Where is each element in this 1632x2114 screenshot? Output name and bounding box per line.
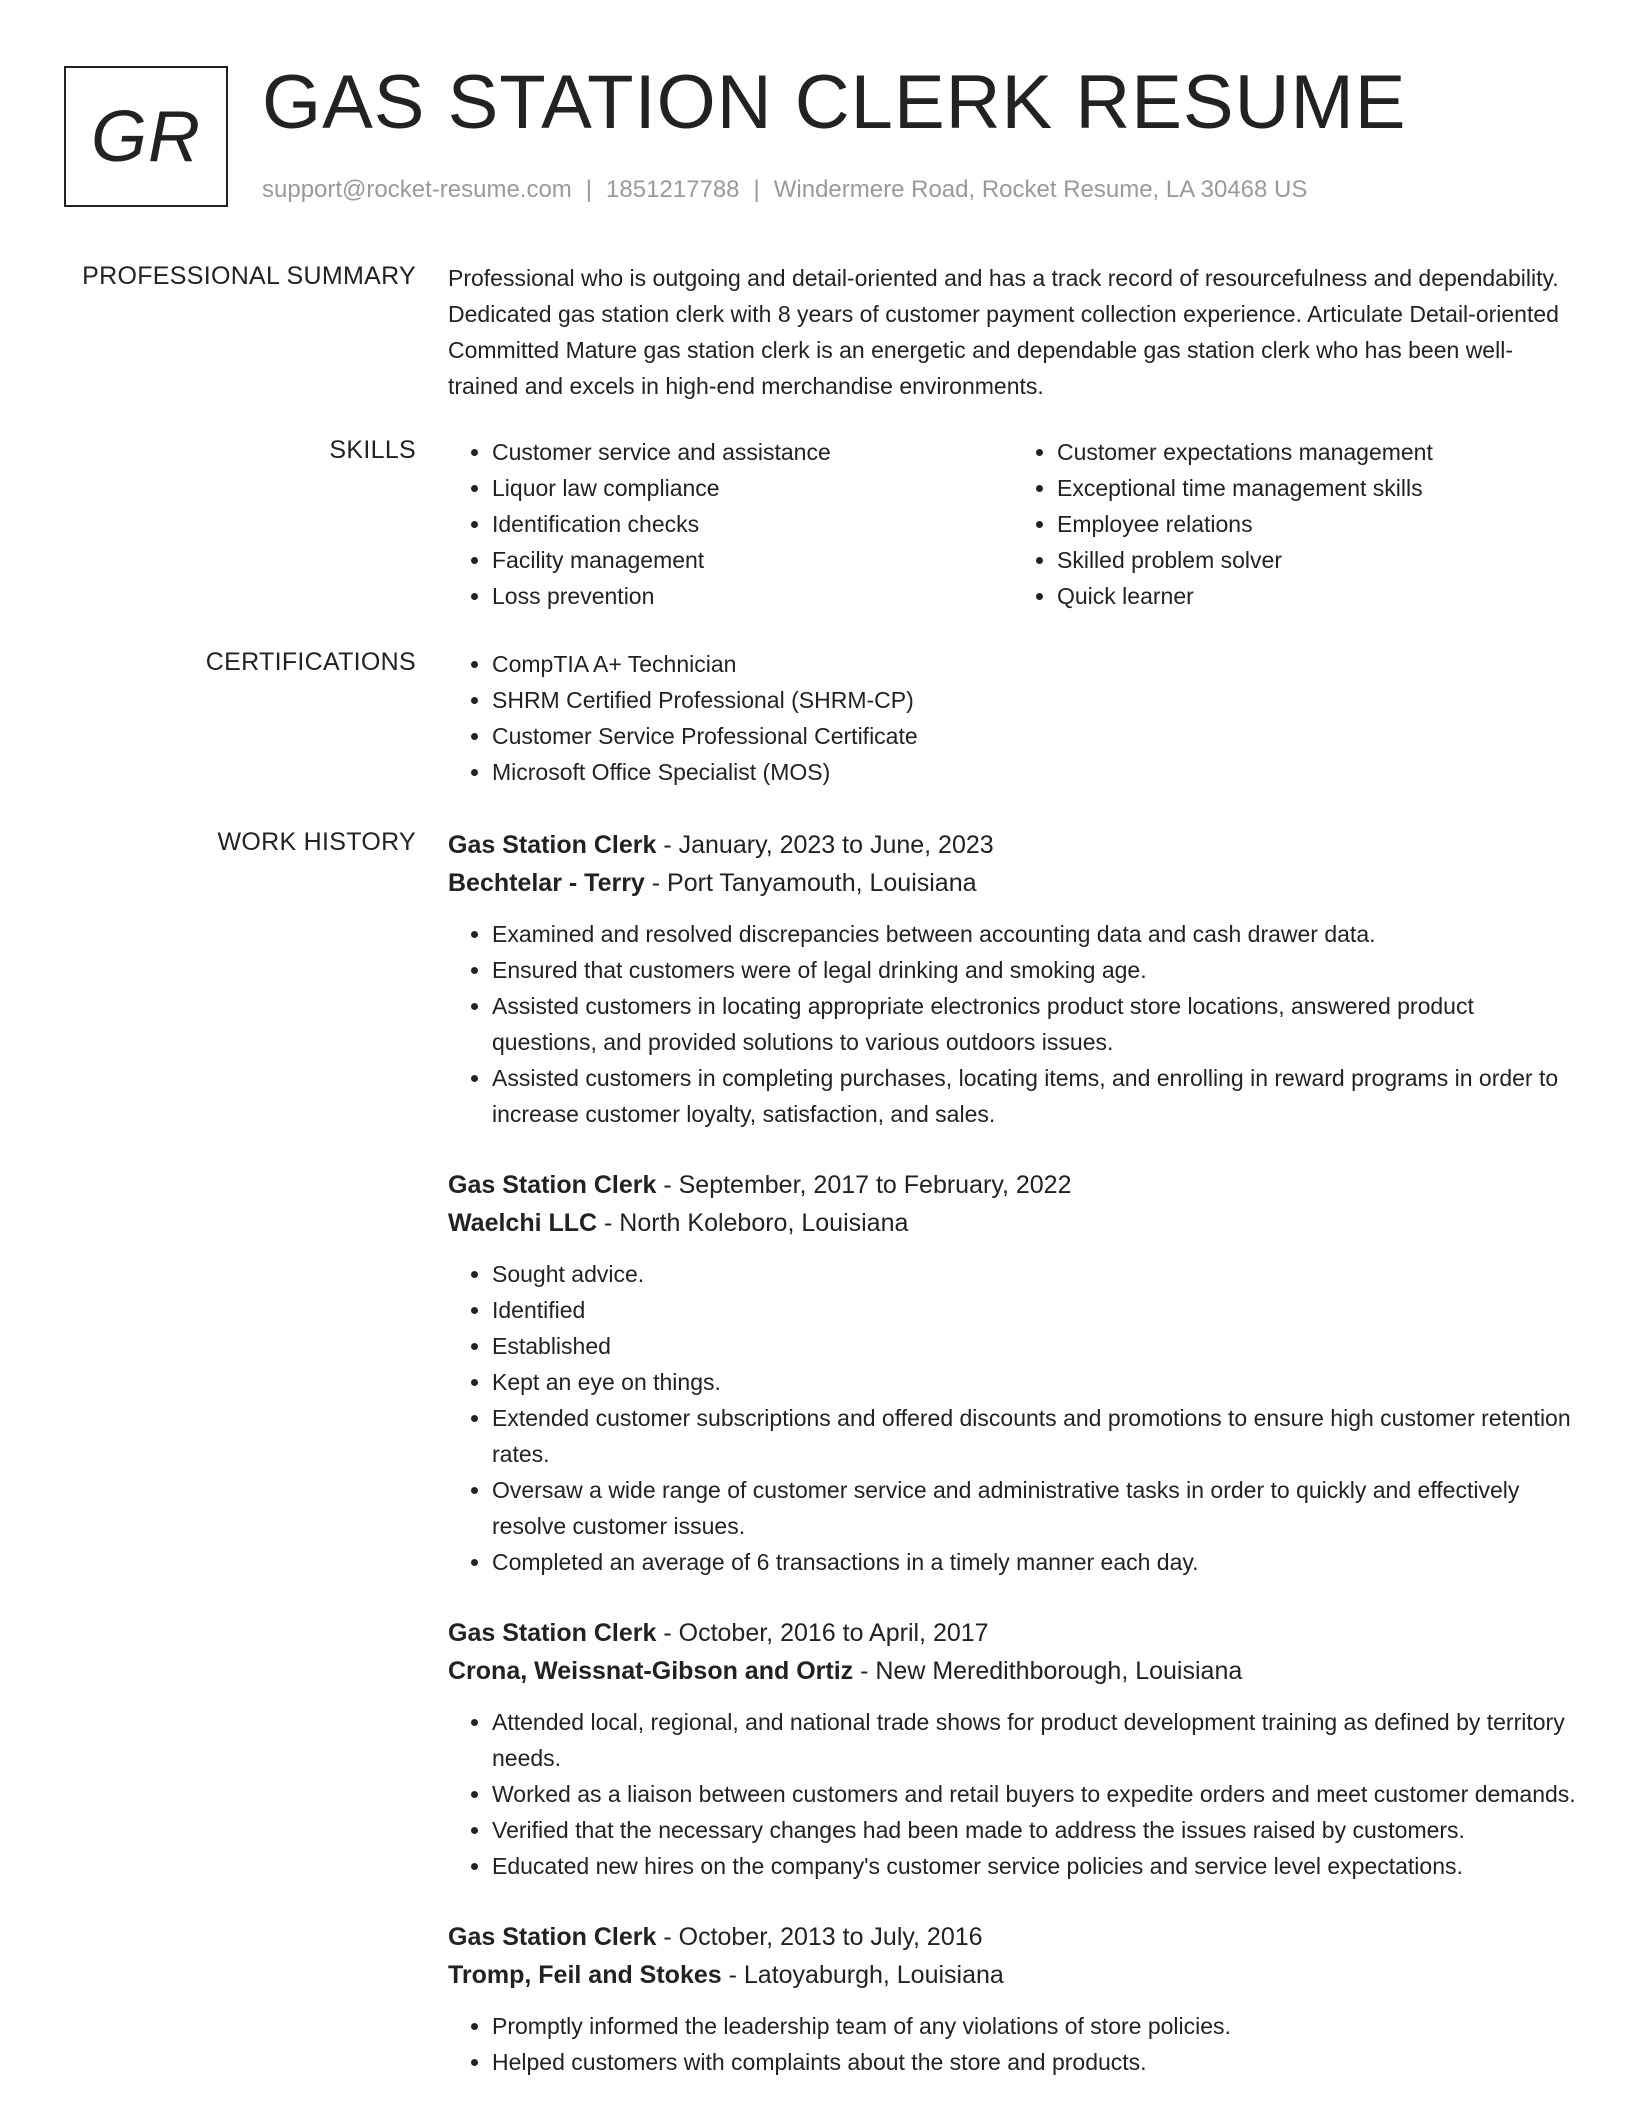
certification-item: • Customer Service Professional Certificate bbox=[492, 718, 1578, 754]
job-duty: • Oversaw a wide range of customer service and administrative tasks in order to quickly and effectively resolve customer issues. bbox=[492, 1472, 1578, 1544]
certifications-list bbox=[448, 646, 1578, 790]
job-duty: • Verified that the necessary changes had been made to address the issues raised by customers. bbox=[492, 1812, 1578, 1848]
skills-list-left bbox=[448, 434, 1013, 614]
job-entry bbox=[448, 1166, 1578, 1580]
job-entry bbox=[448, 826, 1578, 1132]
job-title: Gas Station Clerk bbox=[448, 831, 657, 859]
skill-item: • Facility management bbox=[492, 542, 1013, 578]
job-location: - Port Tanyamouth, Louisiana bbox=[644, 869, 977, 897]
job-duty: • Helped customers with complaints about the store and products. bbox=[492, 2044, 1578, 2080]
certifications-body bbox=[448, 646, 1578, 790]
job-duty: • Kept an eye on things. bbox=[492, 1364, 1578, 1400]
job-title: Gas Station Clerk bbox=[448, 1171, 657, 1199]
skills-list-right bbox=[1013, 434, 1578, 614]
job-duties-list bbox=[448, 1256, 1578, 1580]
job-duty: • Identified bbox=[492, 1292, 1578, 1328]
job-company-line bbox=[448, 1204, 1578, 1242]
job-company: Waelchi LLC bbox=[448, 1209, 598, 1237]
contact-line bbox=[262, 174, 1307, 206]
job-duties-list bbox=[448, 1704, 1578, 1884]
work-history-body bbox=[448, 826, 1578, 2114]
summary-text: Professional who is outgoing and detail-oriented and has a track record of resourcefulness and dependability. Dedicated gas station clerk with 8 years of customer payment collection experience. Articulate Detail-oriented Committed Mature gas station clerk is an energetic and dependable gas station clerk who has been well-trained and excels in high-end merchandise environments. bbox=[448, 265, 1559, 399]
contact-separator: | bbox=[585, 176, 593, 203]
skill-item: • Customer expectations management bbox=[1057, 434, 1578, 470]
contact-phone: 1851217788 bbox=[606, 176, 740, 203]
job-duty: • Extended customer subscriptions and offered discounts and promotions to ensure high customer retention rates. bbox=[492, 1400, 1578, 1472]
skill-item: • Loss prevention bbox=[492, 578, 1013, 614]
certification-item: • Microsoft Office Specialist (MOS) bbox=[492, 754, 1578, 790]
job-dates: - January, 2023 to June, 2023 bbox=[656, 831, 994, 859]
job-entry bbox=[448, 1614, 1578, 1884]
job-dates: - October, 2013 to July, 2016 bbox=[656, 1923, 983, 1951]
skill-item: • Liquor law compliance bbox=[492, 470, 1013, 506]
job-location: - New Meredithborough, Louisiana bbox=[853, 1657, 1243, 1685]
skill-item: • Skilled problem solver bbox=[1057, 542, 1578, 578]
job-company-line bbox=[448, 1956, 1578, 1994]
job-title-line bbox=[448, 1614, 1578, 1652]
skill-item: • Exceptional time management skills bbox=[1057, 470, 1578, 506]
job-duty: • Completed an average of 6 transactions in a timely manner each day. bbox=[492, 1544, 1578, 1580]
job-dates: - September, 2017 to February, 2022 bbox=[656, 1171, 1072, 1199]
skill-item: • Quick learner bbox=[1057, 578, 1578, 614]
job-title: Gas Station Clerk bbox=[448, 1619, 657, 1647]
job-duty: • Worked as a liaison between customers and retail buyers to expedite orders and meet customer demands. bbox=[492, 1776, 1578, 1812]
job-dates: - October, 2016 to April, 2017 bbox=[656, 1619, 989, 1647]
job-duty: • Examined and resolved discrepancies between accounting data and cash drawer data. bbox=[492, 916, 1578, 952]
summary-heading: PROFESSIONAL SUMMARY bbox=[82, 262, 416, 290]
contact-separator: | bbox=[753, 176, 760, 203]
job-duty: • Educated new hires on the company's customer service policies and service level expectations. bbox=[492, 1848, 1578, 1884]
certifications-heading: CERTIFICATIONS bbox=[205, 648, 416, 676]
skills-body bbox=[448, 434, 1578, 614]
job-duty: • Assisted customers in completing purchases, locating items, and enrolling in reward programs in order to increase customer loyalty, satisfaction, and sales. bbox=[492, 1060, 1578, 1132]
job-duty: • Assisted customers in locating appropriate electronics product store locations, answered product questions, and provided solutions to various outdoors issues. bbox=[492, 988, 1578, 1060]
job-company: Crona, Weissnat-Gibson and Ortiz bbox=[448, 1657, 854, 1685]
contact-address: Windermere Road, Rocket Resume, LA 30468 US bbox=[773, 176, 1308, 203]
contact-email: support@rocket-resume.com bbox=[262, 176, 572, 203]
resume-title: GAS STATION CLERK RESUME bbox=[262, 60, 1407, 145]
skill-item: • Employee relations bbox=[1057, 506, 1578, 542]
job-company-line bbox=[448, 864, 1578, 902]
job-title-line bbox=[448, 826, 1578, 864]
job-duties-list bbox=[448, 916, 1578, 1132]
job-company: Tromp, Feil and Stokes bbox=[448, 1961, 722, 1989]
work-history-heading: WORK HISTORY bbox=[217, 828, 416, 856]
certification-item: • CompTIA A+ Technician bbox=[492, 646, 1578, 682]
job-entry bbox=[448, 1918, 1578, 2080]
job-duty: • Established bbox=[492, 1328, 1578, 1364]
job-title: Gas Station Clerk bbox=[448, 1923, 657, 1951]
job-title-line bbox=[448, 1166, 1578, 1204]
job-company: Bechtelar - Terry bbox=[448, 869, 645, 897]
certification-item: • SHRM Certified Professional (SHRM-CP) bbox=[492, 682, 1578, 718]
job-duties-list bbox=[448, 2008, 1578, 2080]
skills-heading: SKILLS bbox=[329, 436, 416, 464]
job-company-line bbox=[448, 1652, 1578, 1690]
job-location: - Latoyaburgh, Louisiana bbox=[721, 1961, 1004, 1989]
skill-item: • Identification checks bbox=[492, 506, 1013, 542]
job-duty: • Promptly informed the leadership team of any violations of store policies. bbox=[492, 2008, 1578, 2044]
job-duty: • Sought advice. bbox=[492, 1256, 1578, 1292]
job-duty: • Attended local, regional, and national trade shows for product development training as defined by territory needs. bbox=[492, 1704, 1578, 1776]
job-duty: • Ensured that customers were of legal drinking and smoking age. bbox=[492, 952, 1578, 988]
job-location: - North Koleboro, Louisiana bbox=[597, 1209, 909, 1237]
job-title-line bbox=[448, 1918, 1578, 1956]
skill-item: • Customer service and assistance bbox=[492, 434, 1013, 470]
monogram-box bbox=[64, 66, 228, 207]
monogram-initials: GR bbox=[91, 96, 201, 177]
